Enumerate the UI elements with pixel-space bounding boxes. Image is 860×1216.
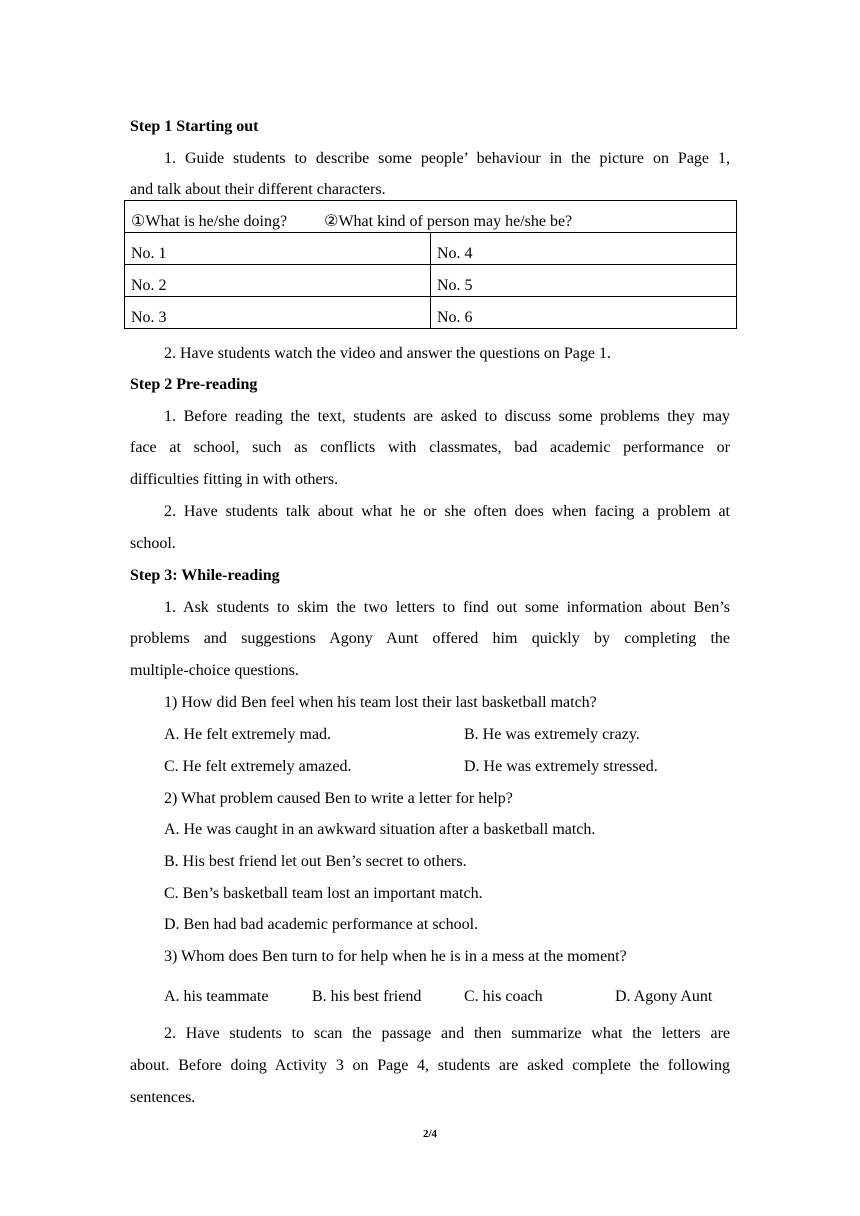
- table-row: [125, 297, 737, 329]
- table-cell: No. 3: [125, 297, 431, 329]
- question-2-option-b: B. His best friend let out Ben’s secret to others.: [164, 853, 467, 870]
- table-header-row: [125, 201, 737, 233]
- page-number: 2/4: [422, 1128, 438, 1140]
- step3-heading: Step 3: While-reading: [130, 567, 280, 584]
- step3-para2-line2: about. Before doing Activity 3 on Page 4, students are asked complete the following: [130, 1057, 730, 1074]
- question-3-option-c: C. his coach: [464, 988, 543, 1005]
- step2-para1-line1: 1. Before reading the text, students are asked to discuss some problems they may: [164, 408, 730, 425]
- question-3: 3) Whom does Ben turn to for help when he is in a mess at the moment?: [164, 948, 627, 965]
- table-cell: No. 2: [125, 265, 431, 297]
- table-cell: No. 1: [125, 233, 431, 265]
- question-2-option-d: D. Ben had bad academic performance at school.: [164, 916, 479, 933]
- step2-para1-line2: face at school, such as conflicts with classmates, bad academic performance or: [130, 439, 730, 456]
- step2-para1-line3: difficulties fitting in with others.: [130, 471, 339, 488]
- table-cell: No. 5: [431, 265, 737, 297]
- step2-para2-line1: 2. Have students talk about what he or she often does when facing a problem at: [164, 503, 730, 520]
- question-3-option-a: A. his teammate: [164, 988, 269, 1005]
- step1-heading: Step 1 Starting out: [130, 118, 259, 135]
- question-2-option-c: C. Ben’s basketball team lost an important match.: [164, 885, 483, 902]
- question-1-option-a: A. He felt extremely mad.: [164, 726, 332, 743]
- question-2: 2) What problem caused Ben to write a letter for help?: [164, 790, 513, 807]
- question-1-option-c: C. He felt extremely amazed.: [164, 758, 352, 775]
- table-cell: No. 6: [431, 297, 737, 329]
- step3-para1-line3: multiple-choice questions.: [130, 662, 299, 679]
- step3-para2-line1: 2. Have students to scan the passage and then summarize what the letters are: [164, 1025, 730, 1042]
- question-1: 1) How did Ben feel when his team lost their last basketball match?: [164, 694, 597, 711]
- question-3-option-b: B. his best friend: [312, 988, 422, 1005]
- step1-para1-line2: and talk about their different characters.: [130, 181, 386, 198]
- question-3-option-d: D. Agony Aunt: [615, 988, 713, 1005]
- step3-para1-line2: problems and suggestions Agony Aunt offered him quickly by completing the: [130, 630, 730, 647]
- step3-para1-line1: 1. Ask students to skim the two letters to find out some information about Ben’s: [164, 599, 730, 616]
- question-1-option-d: D. He was extremely stressed.: [464, 758, 658, 775]
- table-header-question-2: ②What kind of person may he/she be?: [324, 213, 573, 230]
- step1-para1-line1: 1. Guide students to describe some people’ behaviour in the picture on Page 1,: [164, 150, 730, 167]
- step3-para2-line3: sentences.: [130, 1089, 196, 1106]
- question-2-option-a: A. He was caught in an awkward situation after a basketball match.: [164, 821, 596, 838]
- step2-heading: Step 2 Pre-reading: [130, 376, 258, 393]
- table-row: [125, 233, 737, 265]
- table-header-cell: [125, 201, 737, 233]
- question-1-option-b: B. He was extremely crazy.: [464, 726, 640, 743]
- table-row: [125, 265, 737, 297]
- table-header-question-1: ①What is he/she doing?: [131, 213, 288, 230]
- table-cell: No. 4: [431, 233, 737, 265]
- step2-para2-line2: school.: [130, 535, 176, 552]
- step1-para2: 2. Have students watch the video and answer the questions on Page 1.: [164, 345, 612, 362]
- character-table: [124, 200, 737, 329]
